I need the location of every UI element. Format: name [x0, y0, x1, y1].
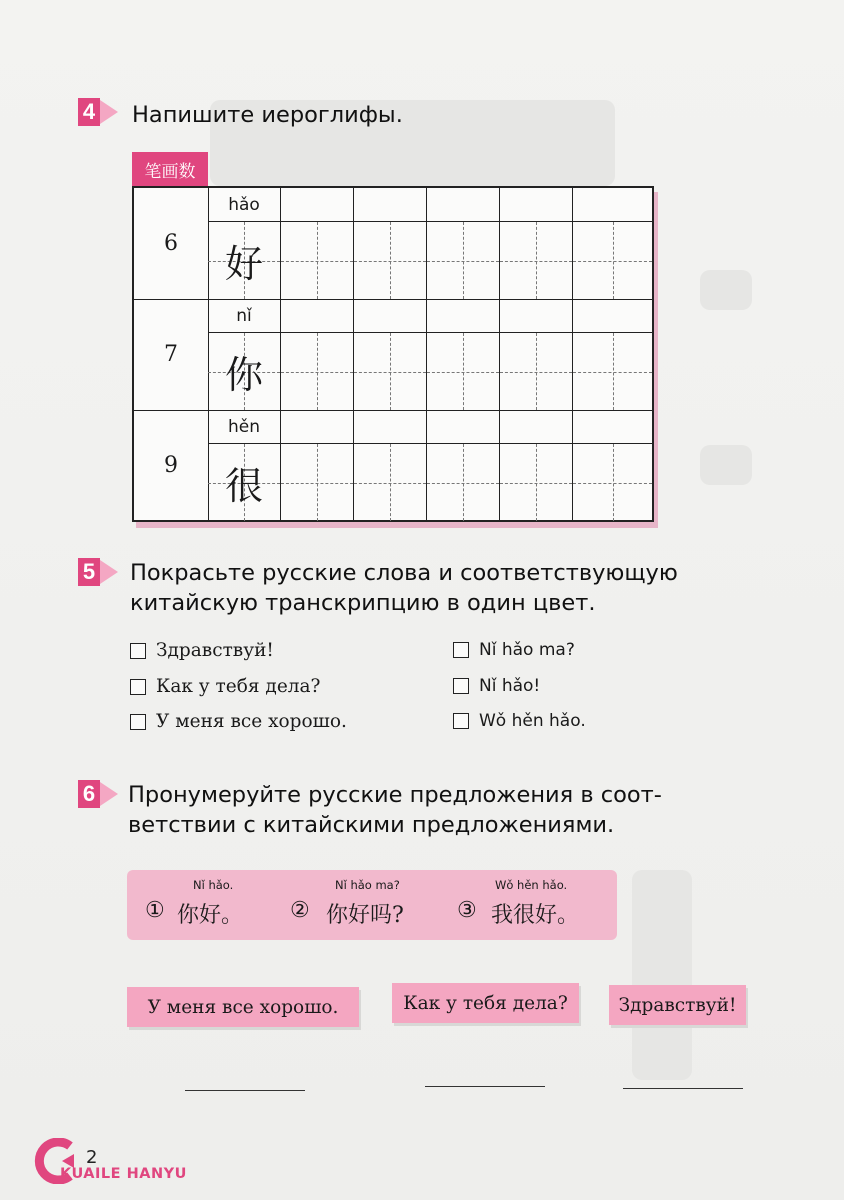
russian-sentence-card[interactable]: Как у тебя дела? [392, 983, 579, 1023]
practice-cell[interactable] [281, 188, 354, 299]
hanzi-box [208, 444, 280, 521]
sentence-hanzi: 你好。 [177, 903, 244, 928]
practice-cell[interactable] [427, 299, 500, 410]
sentence-hanzi: 我很好。 [491, 903, 580, 928]
checkbox[interactable] [453, 678, 469, 694]
practice-cell[interactable] [281, 410, 354, 520]
sentence-pinyin: Nǐ hǎo. [193, 878, 234, 892]
practice-cell[interactable] [281, 299, 354, 410]
practice-cell[interactable] [573, 410, 652, 520]
practice-cell[interactable] [427, 188, 500, 299]
section-title-line: ветствии с китайскими предложениями. [128, 812, 615, 838]
russian-phrase: Здравствуй! [156, 640, 274, 661]
practice-cell[interactable] [354, 299, 427, 410]
brand-name: KUAILE HANYU [60, 1166, 187, 1182]
sentence-pinyin: Wǒ hěn hǎo. [495, 878, 568, 892]
bleed-through-shape [632, 870, 692, 1080]
arrow-icon [100, 100, 118, 124]
grid-row [134, 188, 652, 300]
pinyin-item[interactable] [453, 711, 586, 731]
hanzi-box [208, 222, 280, 299]
stroke-count: 6 [134, 188, 209, 299]
section-number-badge [78, 558, 120, 592]
russian-sentence-card[interactable]: У меня все хорошо. [127, 987, 359, 1027]
answer-line[interactable] [623, 1088, 743, 1089]
section-title-line: Покрасьте русские слова и соответствующую [130, 560, 678, 586]
section-5-header [78, 558, 678, 618]
checkbox[interactable] [453, 713, 469, 729]
stroke-count: 7 [134, 299, 209, 410]
hanzi-model: 好 [224, 242, 263, 286]
pinyin-item[interactable] [453, 676, 540, 696]
russian-phrase: Как у тебя дела? [156, 676, 321, 697]
practice-cell[interactable] [500, 299, 573, 410]
section-number: 6 [78, 780, 100, 808]
sentence-mark: ③ [457, 898, 477, 923]
sentence-hanzi: 你好吗? [326, 903, 404, 928]
model-cell [208, 299, 281, 410]
grid-row [134, 410, 652, 520]
chinese-sentence [457, 870, 617, 940]
stroke-count: 9 [134, 410, 209, 520]
checkbox[interactable] [130, 643, 146, 659]
section-title: Напишите иероглифы. [132, 102, 403, 128]
answer-line[interactable] [185, 1090, 305, 1091]
bleed-through-shape [700, 270, 752, 310]
sentence-mark: ① [145, 898, 165, 923]
pinyin-item[interactable] [453, 640, 575, 660]
practice-cell[interactable] [354, 188, 427, 299]
practice-grid [132, 186, 654, 522]
chinese-sentence [290, 870, 450, 940]
russian-phrase: У меня все хорошо. [156, 711, 347, 732]
section-number-badge [78, 780, 120, 814]
hanzi-box [208, 333, 280, 410]
model-cell [208, 410, 281, 520]
page-number: 2 [86, 1147, 98, 1168]
chinese-sentence [145, 870, 285, 940]
russian-phrase-item[interactable] [130, 711, 347, 732]
section-6-header [78, 780, 662, 840]
practice-cell[interactable] [427, 410, 500, 520]
bleed-through-shape [700, 445, 752, 485]
grid-row [134, 299, 652, 411]
hanzi-model: 你 [224, 353, 263, 397]
answer-line[interactable] [425, 1086, 545, 1087]
pinyin-label: hěn [208, 410, 280, 444]
section-title-line: Пронумеруйте русские предложения в соот- [128, 782, 662, 808]
russian-phrase-item[interactable] [130, 676, 320, 697]
hanzi-model: 很 [224, 464, 263, 508]
section-number-badge [78, 98, 120, 132]
russian-sentence-card[interactable]: Здравствуй! [609, 985, 746, 1025]
practice-cell[interactable] [354, 410, 427, 520]
model-cell [208, 188, 281, 299]
pinyin-phrase: Wǒ hěn hǎo. [479, 711, 586, 731]
practice-cell[interactable] [500, 410, 573, 520]
arrow-icon [100, 782, 118, 806]
writing-grid [132, 152, 660, 530]
pinyin-phrase: Nǐ hǎo ma? [479, 640, 575, 660]
section-number: 4 [78, 98, 100, 126]
practice-cell[interactable] [573, 188, 652, 299]
chinese-sentences-box [127, 870, 617, 940]
section-title-line: китайскую транскрипцию в один цвет. [130, 590, 596, 616]
checkbox[interactable] [130, 679, 146, 695]
pinyin-phrase: Nǐ hǎo! [479, 676, 541, 696]
russian-phrase-item[interactable] [130, 640, 274, 661]
practice-cell[interactable] [500, 188, 573, 299]
pinyin-label: nǐ [208, 299, 280, 333]
pinyin-label: hǎo [208, 188, 280, 222]
checkbox[interactable] [453, 642, 469, 658]
practice-cell[interactable] [573, 299, 652, 410]
stroke-count-header: 笔画数 [132, 152, 208, 186]
sentence-pinyin: Nǐ hǎo ma? [335, 878, 400, 892]
checkbox[interactable] [130, 714, 146, 730]
section-4-header [78, 98, 403, 132]
section-number: 5 [78, 558, 100, 586]
sentence-mark: ② [290, 898, 310, 923]
arrow-icon [100, 560, 118, 584]
